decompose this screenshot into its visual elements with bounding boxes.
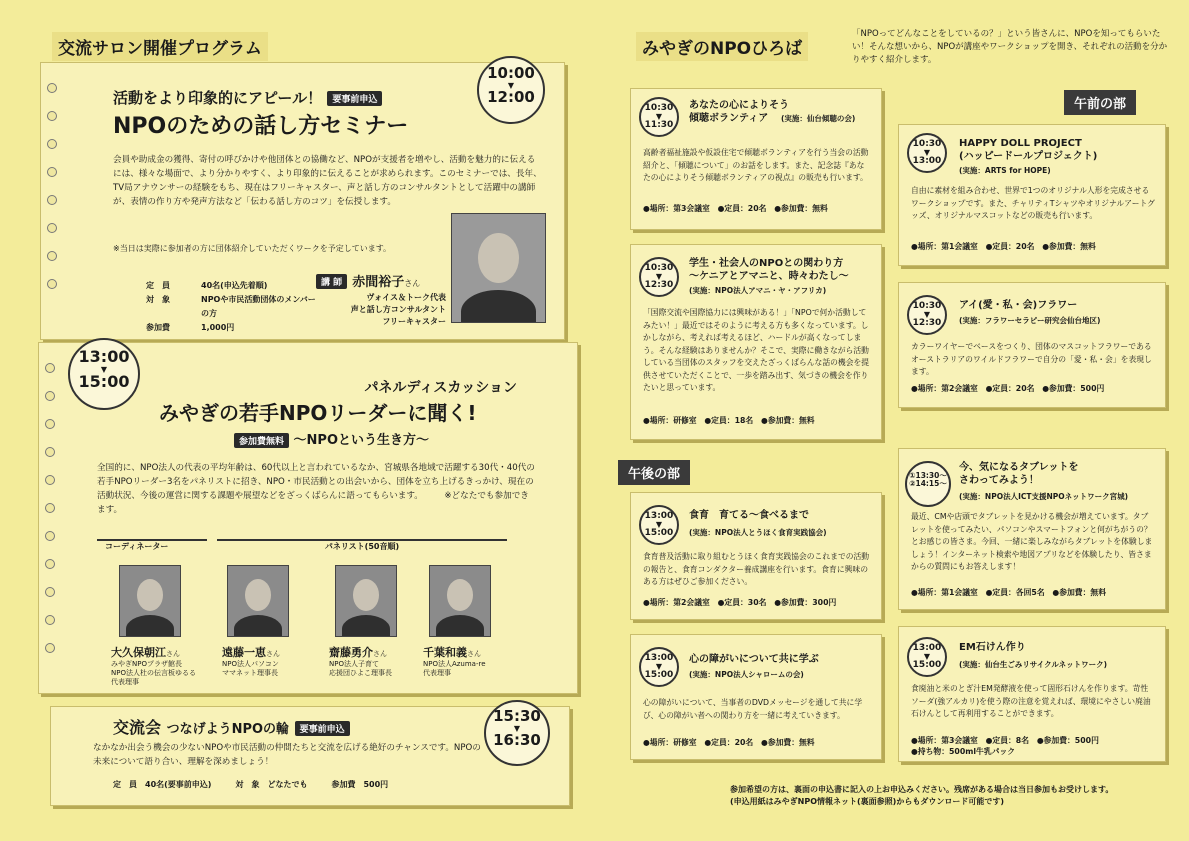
event-title: 学生・社会人のNPOとの関わり方 ～ケニアとアマニと、時々わたし～ bbox=[689, 258, 849, 282]
panelist-label: パネリスト(50音順) bbox=[217, 539, 507, 552]
panel-subtitle-row bbox=[234, 429, 429, 448]
seminar-subtitle: 活動をより印象的にアピール！ 要事前申込 bbox=[113, 87, 382, 108]
seminar-tag: 要事前申込 bbox=[327, 91, 382, 106]
event-title: HAPPY DOLL PROJECT (ハッピードールプロジェクト) bbox=[959, 138, 1098, 162]
event-desc: 高齢者福祉施設や仮設住宅で傾聴ボランティアを行う当会の活動紹介と、「傾聴について」のお話をします。また、記念誌『あなたの心によりそう傾聴ボランティアの視点』の販売も行います。 bbox=[643, 148, 869, 182]
exchange-subtitle: つなげようNPOの輪 bbox=[166, 722, 290, 737]
event-time-badge: 10:30 ▼ 13:00 bbox=[907, 133, 947, 173]
event-title: 食育 育てる～食べるまで bbox=[689, 510, 809, 521]
person-3 bbox=[329, 641, 429, 678]
event-desc: 最近、CMや店頭でタブレットを見かける機会が増えています。タブレットを使ってみたい、パソコンやスマートフォンと何がちがうの？とお感じの皆さま。今回、一緒に楽しみながらタブレットを体験しましょう！インターネット検索や地図アプリなどを体験したり、皆さまからの質問にもお答えします！ bbox=[911, 512, 1153, 571]
event-info: ●場所：研修室 ●定員：20名 ●参加費：無料 bbox=[643, 738, 815, 747]
event-org: (実施：ARTS for HOPE) bbox=[959, 166, 1051, 175]
event-org: (実施：NPO法人アマニ・ヤ・アフリカ) bbox=[689, 286, 827, 295]
person-role: NPO法人パソコン ママネット理事長 bbox=[222, 660, 279, 677]
panel-kicker: パネルディスカッション bbox=[364, 380, 517, 396]
person-san: さん bbox=[266, 650, 280, 658]
lecturer-san: さん bbox=[404, 279, 421, 288]
event-card-3 bbox=[898, 124, 1166, 266]
event-card-8 bbox=[898, 626, 1166, 762]
event-time-badge: 13:00 ▼ 15:00 bbox=[639, 647, 679, 687]
exchange-body: なかなか出会う機会の少ないNPOや市民活動の仲間たちと交流を広げる絶好のチャンスです。NPOの未来について語り合い、理解を深めましょう！ bbox=[93, 743, 481, 767]
event-time-badge: 13:00 ▼ 15:00 bbox=[907, 637, 947, 677]
event-card-5 bbox=[630, 492, 882, 620]
panel-time-badge: 13:00 ▼ 15:00 bbox=[68, 338, 140, 410]
person-san: さん bbox=[467, 650, 481, 658]
seminar-body: 会員や助成金の獲得、寄付の呼びかけや他団体との協働など、NPOが支援者を増やし、活動を魅力的に伝えるには、様々な場面で、より分かりやすく、より印象的に伝えることが求められます。このセミナーでは、長年、TV局アナウンサーの経験をもち、現在はフリーキャスター、声と話し方のコンサルタントとして活躍中の講師が、表情の作り方や発声方法など「伝わる話し方のコツ」を伝授します。 bbox=[113, 155, 542, 207]
event-desc: 食廃油と米のとぎ汁EM発酵液を使って固形石けんを作ります。苛性ソーダ(強アルカリ)を使う際の注意を覚えれば、環境にやさしい廃油石けんとして再利用することができます。 bbox=[911, 684, 1151, 718]
event-desc: カラーワイヤーでベースをつくり、団体のマスコットフラワーであるオーストラリアのワイルドフラワーで自分の「愛・私・会」を表現します。 bbox=[911, 342, 1152, 376]
event-time-badge: 10:30 ▼ 11:30 bbox=[639, 97, 679, 137]
panel-tag: 参加費無料 bbox=[234, 433, 289, 448]
event-org: (実施：NPO法人ICT支援NPOネットワーク宮城) bbox=[959, 492, 1129, 501]
event-title: EM石けん作り bbox=[959, 642, 1026, 653]
person-name: 千葉和義 bbox=[423, 646, 467, 659]
panel-title: みやぎの若手NPOリーダーに聞く! bbox=[159, 401, 477, 425]
person-1 bbox=[111, 641, 221, 687]
event-time-badge: ①13:30～ ②14:15～ bbox=[905, 461, 951, 507]
person-name: 齋藤勇介 bbox=[329, 646, 373, 659]
exchange-time-badge: 15:30 ▼ 16:30 bbox=[484, 700, 550, 766]
person-2 bbox=[222, 641, 322, 678]
right-intro: 「NPOってどんなことをしているの？」という皆さんに、NPOを知ってもらいたい！そんな想いから、NPOが講座やワークショップを開き、それぞれの活動を分かりやすく紹介します。 bbox=[852, 29, 1168, 65]
event-desc: 自由に素材を組み合わせ、世界で1つのオリジナル人形を完成させるワークショップです。また、チャリティTシャツやオリジナルアートグッズ、オリジナルマスコットなどの販売も行います。 bbox=[911, 186, 1155, 220]
event-info: ●場所：研修室 ●定員：18名 ●参加費：無料 bbox=[643, 416, 815, 425]
seminar-details: 定 員 40名(申込先着順) 対 象 NPOや市民活動団体のメンバーの方 参加費 1,000円 bbox=[146, 281, 316, 332]
seminar-time-badge: 10:00 ▼ 12:00 bbox=[477, 56, 545, 124]
event-desc: 「国際交流や国際協力には興味がある！」「NPOで何か活動してみたい！」最近ではそのように考える方も多くなっています。しかしながら、考えれば考えるほど、ハードルが高くなってしまう。そんな経験はありませんか？そこで、実際に働きながら活動している当団体のスタッフを交えたざっくばらんな話の機会を提供させていただくことで、一歩を踏み出す、気づきの機会を作りたいと思っています。 bbox=[643, 308, 870, 392]
panel-subtitle: ～NPOという生き方～ bbox=[293, 433, 430, 448]
lecturer-name: 赤間裕子 bbox=[352, 275, 405, 290]
am-label: 午前の部 bbox=[1064, 90, 1136, 115]
panel-body: 全国的に、NPO法人の代表の平均年齢は、60代以上と言われているなか、宮城県各地域で活躍する30代・40代の若手NPOリーダー3名をパネリストに招き、NPO・市民活動との出会いから、団体を立ち上げるきっかけ、現在の活動状況、今後の運営に関する課題や展望などをざっくばらんに語ってもらいます。 ※どなたでも参加できます。 bbox=[97, 463, 535, 515]
right-footer-note: 参加希望の方は、裏面の申込書に記入の上お申込みください。残席がある場合は当日参加もお受けします。 (申込用紙はみやぎNPO情報ネット(裏面参照)からもダウンロード可能です) bbox=[730, 785, 1114, 806]
event-card-2 bbox=[630, 244, 882, 440]
event-title: 心の障がいについて共に学ぶ bbox=[689, 654, 819, 665]
exchange-title-row bbox=[113, 715, 350, 738]
person-4 bbox=[423, 641, 533, 678]
exchange-title: 交流会 bbox=[113, 718, 162, 737]
event-info: ●場所：第3会議室 ●定員：8名 ●参加費：500円 ●持ち物：500ml牛乳パック bbox=[911, 736, 1099, 756]
event-org: (実施：仙台生ごみリサイクルネットワーク) bbox=[959, 660, 1108, 669]
event-card-6 bbox=[630, 634, 882, 760]
event-info: ●場所：第1会議室 ●定員：各回5名 ●参加費：無料 bbox=[911, 588, 1106, 597]
pm-label: 午後の部 bbox=[618, 460, 690, 485]
person-name: 遠藤一恵 bbox=[222, 646, 266, 659]
event-title: あなたの心によりそう 傾聴ボランティア bbox=[689, 100, 789, 124]
event-org: (実施：NPO法人とうほく食育実践協会) bbox=[689, 528, 827, 537]
exchange-details: 定 員 40名(要事前申込) 対 象 どなたでも 参加費 500円 bbox=[113, 780, 389, 789]
person-photo-1 bbox=[119, 565, 181, 637]
event-desc: 心の障がいについて、当事者のDVDメッセージを通して共に学び、心の障がい者への関わり方を一緒に考えていきます。 bbox=[643, 698, 863, 720]
event-info: ●場所：第3会議室 ●定員：20名 ●参加費：無料 bbox=[643, 204, 828, 213]
person-role: NPO法人Azuma-re 代表理事 bbox=[423, 660, 486, 677]
event-org: (実施：仙台傾聴の会) bbox=[781, 114, 856, 123]
event-card-1 bbox=[630, 88, 882, 230]
lecturer-photo bbox=[451, 213, 546, 323]
event-card-4 bbox=[898, 282, 1166, 408]
person-name: 大久保朝江 bbox=[111, 646, 166, 659]
seminar-title: NPOのための話し方セミナー bbox=[113, 114, 409, 139]
event-time-badge: 13:00 ▼ 15:00 bbox=[639, 505, 679, 545]
lecturer-bio: ヴォイス＆トーク代表 声と話し方コンサルタント フリーキャスター bbox=[350, 293, 446, 326]
event-time-badge: 10:30 ▼ 12:30 bbox=[639, 257, 679, 297]
lecturer-label: 講 師 bbox=[316, 274, 347, 289]
notebook-holes bbox=[47, 83, 59, 307]
event-time-badge: 10:30 ▼ 12:30 bbox=[907, 295, 947, 335]
event-info: ●場所：第2会議室 ●定員：20名 ●参加費：500円 bbox=[911, 384, 1105, 393]
event-card-7 bbox=[898, 448, 1166, 610]
lecturer-block bbox=[316, 271, 446, 328]
person-role: みやぎNPOプラザ館長 NPO法人杜の伝言板ゆるる 代表理事 bbox=[111, 660, 196, 686]
left-section-title: 交流サロン開催プログラム bbox=[52, 32, 268, 61]
event-info: ●場所：第2会議室 ●定員：30名 ●参加費：300円 bbox=[643, 598, 837, 607]
person-photo-3 bbox=[335, 565, 397, 637]
person-photo-2 bbox=[227, 565, 289, 637]
event-info: ●場所：第1会議室 ●定員：20名 ●参加費：無料 bbox=[911, 242, 1096, 251]
event-org: (実施：フラワーセラピー研究会仙台地区) bbox=[959, 316, 1101, 325]
seminar-note: ※当日は実際に参加者の方に団体紹介していただくワークを予定しています。 bbox=[113, 244, 392, 253]
person-san: さん bbox=[373, 650, 387, 658]
person-san: さん bbox=[166, 650, 180, 658]
notebook-holes bbox=[45, 363, 57, 671]
person-photo-4 bbox=[429, 565, 491, 637]
person-role: NPO法人子育て 応援団ひよこ理事長 bbox=[329, 660, 392, 677]
event-desc: 食育普及活動に取り組むとうほく食育実践協会のこれまでの活動の報告と、食育コンダクター養成講座を行います。食育に興味のある方はぜひご参加ください。 bbox=[643, 552, 870, 586]
event-org: (実施：NPO法人シャロームの会) bbox=[689, 670, 804, 679]
event-title: アイ(愛・私・会)フラワー bbox=[959, 300, 1078, 311]
event-title: 今、気になるタブレットを さわってみよう！ bbox=[959, 462, 1079, 486]
coordinator-label: コーディネーター bbox=[97, 539, 207, 552]
exchange-tag: 要事前申込 bbox=[295, 721, 350, 736]
right-section-title: みやぎのNPOひろば bbox=[636, 32, 808, 61]
